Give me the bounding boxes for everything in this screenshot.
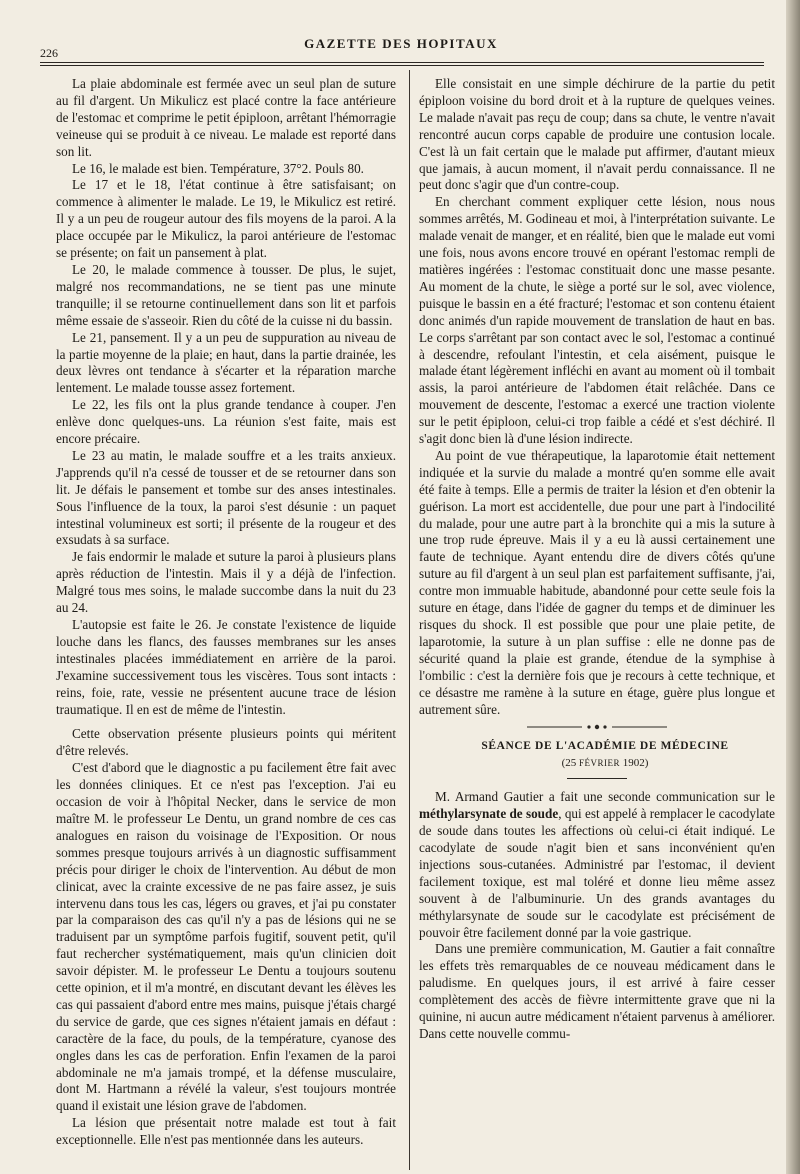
paragraph: C'est d'abord que le diagnostic a pu facilement être fait avec les données cliniques. Et ce n'est pas l'exception. J'ai eu occasion de voir à l'hôpital Necker, dans le service de mon maître M. le professeur Le Dentu, un grand nombre de ces cas analogues en raison du voisinage de l'Exposition. Or nous sommes presque toujours arrivés à un diagnostic suffisamment précis pour diriger le choix de l'intervention. Au début de mon clinicat, avec la crainte excessive de ne pas faire assez, je suis intervenu dans tous les cas, légers ou graves, et j'ai pu constater par la comparaison des cas qu'il n'y a pas de lésions qui ne se traduisent par un symptôme parfois fugitif, souvent petit, qu'il faut rechercher systématiquement, mais qu'un clinicien doit savoir dépister. M. le professeur Le Dentu a toujours soutenu cette opinion, et il m'a montré, en discutant devant les élèves les cas qui passaient d'abord entre mes mains, puisque j'étais chargé du service de garde, que ces signes n'étaient jamais en défaut : caractère de la face, du pouls, de la température, cyanose des ongles dans les cas de perforation. Enfin l'examen de la paroi abdominale ne m'a jamais trompé, et la défense musculaire, dont M. Hartmann a révélé la valeur, s'est toujours montrée quand il existait une lésion grave de l'abdomen. [56,760,396,1114]
paragraph: La plaie abdominale est fermée avec un seul plan de suture au fil d'argent. Un Mikulicz est placé contre la face antérieure de l'estomac et comprime le petit épiploon, arrêtant l'hémorragie veineuse qui se produit à ce niveau. Le malade est reporté dans son lit. [56,76,396,159]
right-column [419,76,775,1043]
paragraph: La lésion que présentait notre malade est tout à fait exceptionnelle. Elle n'est pas mentionnée dans les auteurs. [56,1115,396,1148]
ornament-rule-icon [527,724,667,730]
paragraph: Le 23 au matin, le malade souffre et a les traits anxieux. J'apprends qu'il n'a cessé de tousser et de se retourner dans son lit. Je défais le pansement et tombe sur des anses intestinales. Sous l'influence de la toux, la paroi s'est désunie : un paquet intestinal volumineux est sorti; il présente de la rougeur et des exsudats à sa surface. [56,447,396,548]
paragraph: En cherchant comment expliquer cette lésion, nous nous sommes arrêtés, M. Godineau et moi, à l'interprétation suivante. Le malade venait de manger, et en réalité, bien que le malade eut vomi une fois, nous avons encore trouvé en opérant l'estomac rempli de matières ingérées : l'estomac constituait donc une masse pesante. Au moment de la chute, le siège a porté sur le sol, avec violence, puisque le bassin en a été fracturé; l'estomac et son contenu étaient donc animés d'un rapide mouvement de translation de haut en bas. Le corps s'arrêtant par son contact avec le sol, l'estomac a continué à descendre, refoulant l'intestin, et cela aisément, puisque le malade étant légèrement infléchi en avant au moment où il tombait assis, la paroi antérieure de l'abdomen était relâchée. Dans ce mouvement de descente, l'estomac a exercé une traction violente sur le petit épiploon, celui-ci trop faible a cédé et s'est déchiré. Il s'agit donc bien là d'une lésion indirecte. [419,194,775,447]
paragraph: Elle consistait en une simple déchirure de la partie du petit épiploon voisine du bord droit et à la rupture de quelques veines. Le malade n'avait pas reçu de coup; dans sa chute, le ventre n'avait rencontré aucun corps capable de produire une contusion locale. C'est là un fait certain que le malade put affirmer, d'autant mieux que jamais, à aucun moment, il n'avait perdu connaissance. Il ne peut donc s'agir que d'un contre-coup. [419,76,775,193]
bold-term: méthylarsynate de soude [419,806,559,822]
running-title: GAZETTE DES HOPITAUX [304,36,498,51]
page-number: 226 [40,46,58,60]
paragraph: Le 22, les fils ont la plus grande tendance à couper. J'en enlève donc quelques-uns. La réunion s'est faite, mais est encore précaire. [56,397,396,447]
short-rule [567,778,627,779]
header-rule-thin [40,65,764,66]
paragraph: Au point de vue thérapeutique, la laparotomie était nettement indiquée et la survie du malade a montré qu'en somme elle avait été faite à temps. Elle a permis de traiter la lésion et d'en obtenir la guérison. La mort est accidentelle, due pour une part à l'indocilité du malade, pour une autre part à la bronchite qui a mis la suture à une trop rude épreuve. Mais il y a eu là aussi certainement une faute de technique. Ayant entendu dire de divers côtés qu'une suture au fil d'argent à un seul plan est parfaitement suffisante, j'ai, contre mon immuable habitude, abandonné pour cette seule fois la suture en étage, dans l'idée de gagner du temps et de diminuer les risques du shock. Il est possible que pour une plaie petite, de laparotomie, la suture à un plan suffise : elle ne donne pas de sécurité quand la plaie est grande, étendue de la symphise à l'ombilic : c'est la dernière fois que je recours à cette technique, et ce désastre me ramène à la suture en étage, guère plus longue et autrement sûre. [419,447,775,717]
left-column [56,76,396,1149]
paragraph: Le 20, le malade commence à tousser. De plus, le sujet, malgré nos recommandations, ne se tient pas une minute tranquille; il se retourne continuellement dans son lit et parfois même essaie de s'asseoir. Rien du côté de la cuisse ni du bassin. [56,261,396,328]
header-rule [40,62,764,63]
section-title: SÉANCE DE L'ACADÉMIE DE MÉDECINE [481,740,729,753]
paragraph: Le 16, le malade est bien. Température, 37°2. Pouls 80. [72,160,364,176]
paragraph: Le 21, pansement. Il y a un peu de suppuration au niveau de la partie moyenne de la plaie; en haut, dans la partie drainée, les deux lèvres ont tendance à s'écarter et la réparation marche lentement. Le malade tousse assez fortement. [56,329,396,396]
page-edge-shadow [786,0,800,1174]
paragraph: Cette observation présente plusieurs points qui méritent d'être relevés. [56,726,396,759]
paragraph: L'autopsie est faite le 26. Je constate l'existence de liquide louche dans les flancs, des fausses membranes sur les anses intestinales placées immédiatement en arrière de la paroi. J'examine successivement tous les viscères. Tous sont intacts : reins, foie, rate, vessie ne présentent aucune trace de lésion traumatique. Il en est de même de l'intestin. [56,617,396,717]
paragraph: Le 17 et le 18, l'état continue à être satisfaisant; on commence à alimenter le malade. Le 19, le Mikulicz est retiré. Il y a un peu de rougeur autour des fils moyens de la paroi. A la place occupée par le Mikulicz, la paroi antérieure de l'estomac se présente; on fait un pansement à plat. [56,177,396,261]
paragraph: M. Armand Gautier a fait une seconde communication sur le méthylarsynate de soude, qui est appelé à remplacer le cacodylate de soude dans toutes les affections où celui-ci était indiqué. Le cacodylate de soude n'agit bien et sans inconvénient qu'en injections sous-cutanées. Administré par l'estomac, il devient facilement toxique, est mal toléré et donne lieu même assez souvent à de l'albuminurie. Un des grands avantages du méthylarsynate de soude sur le cacodylate est précisément de pouvoir être facilement donné par la voie gastrique. [419,789,775,940]
paragraph: Dans une première communication, M. Gautier a fait connaître les effets très remarquables de ce nouveau médicament dans le paludisme. En quelques jours, il est arrivé à faire cesser complètement des accès de fièvre intermittente grave que ni la quinine, ni aucun autre médicament n'étaient parvenus à améliorer. Dans cette nouvelle commu- [419,941,775,1041]
section-date: (25 FÉVRIER 1902) [561,757,649,770]
column-divider [409,70,410,1170]
paragraph: Je fais endormir le malade et suture la paroi à plusieurs plans après réduction de l'intestin. Mais il y a déjà de l'infection. Malgré tous mes soins, le malade succombe dans la nuit du 23 au 24. [56,549,396,616]
